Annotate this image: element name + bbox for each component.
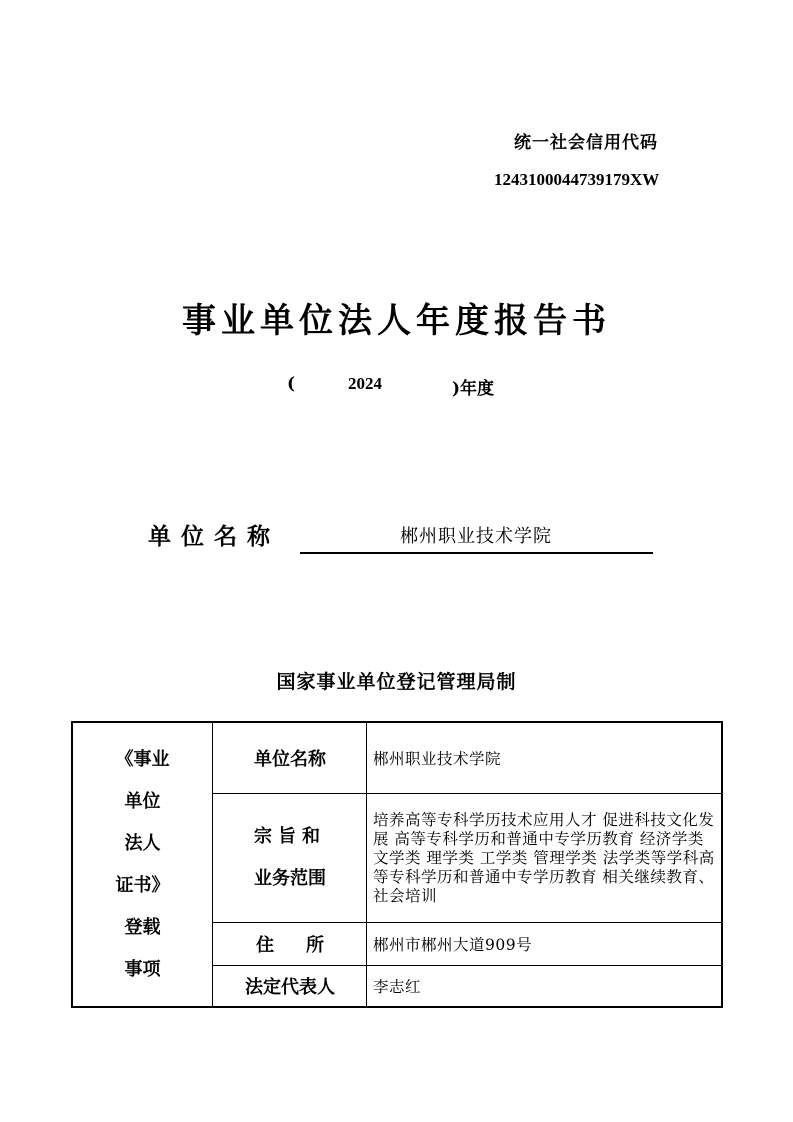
heading-line: 《事业 (115, 748, 170, 770)
year-suffix: )年度 (452, 379, 495, 399)
row-label-address (214, 923, 366, 965)
certificate-items-heading (73, 723, 212, 1006)
report-year: 2024 (348, 374, 382, 393)
report-title: 事业单位法人年度报告书 (182, 301, 611, 341)
heading-line: 登载 (124, 916, 161, 938)
label-text: 法定代表人 (245, 977, 335, 998)
label-text: 单位名称 (254, 749, 326, 770)
table-divider (366, 723, 367, 1006)
unit-name-value: 郴州职业技术学院 (400, 526, 552, 547)
label-text: 住所 (256, 935, 356, 956)
row-value-address (369, 923, 721, 965)
credit-code-value: 1243100044739179XW (494, 170, 660, 189)
value-text: 郴州市郴州大道909号 (373, 936, 533, 954)
table-divider (212, 723, 213, 1006)
issuer-line: 国家事业单位登记管理局制 (276, 671, 517, 693)
value-text: 李志红 (373, 978, 422, 996)
row-label-legal-rep (214, 966, 366, 1006)
row-value-unit-name (369, 723, 721, 793)
registration-table (71, 721, 723, 1008)
row-label-unit-name (214, 723, 366, 793)
label-text: 宗旨和 (254, 826, 326, 847)
row-value-purpose-scope (369, 794, 721, 922)
value-text: 培养高等专科学历技术应用人才 促进科技文化发展 高等专科学历和普通中专学历教育 经济学类 文学类 理学类 工学类 管理学类 法学类等学科高等专科学历和普通中专学历教育 相关继续教育、社会培训 (373, 810, 715, 905)
value-text: 郴州职业技术学院 (373, 750, 502, 768)
row-label-purpose-scope (214, 794, 366, 922)
heading-line: 单位 (124, 790, 161, 812)
label-text: 业务范围 (254, 868, 326, 889)
heading-line: 事项 (124, 958, 161, 980)
unit-name-label: 单位名称 (148, 524, 280, 550)
unit-name-underline (300, 552, 653, 554)
credit-code-label: 统一社会信用代码 (514, 133, 658, 153)
row-value-legal-rep (369, 966, 721, 1006)
year-open-paren: ( (287, 374, 296, 394)
heading-line: 证书》 (115, 874, 170, 896)
heading-line: 法人 (124, 832, 161, 854)
